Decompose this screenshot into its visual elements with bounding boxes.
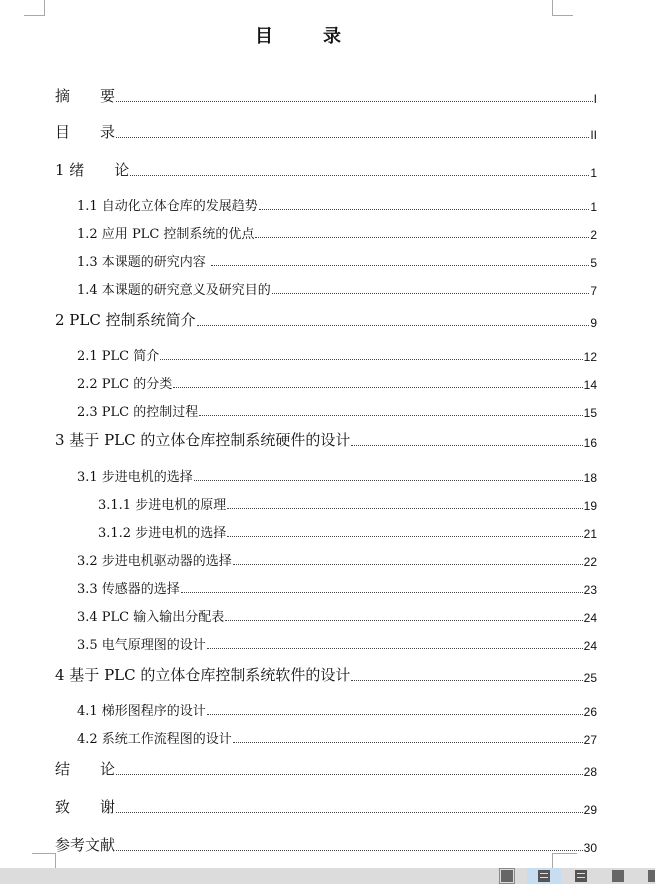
dot-leader: [272, 293, 590, 294]
toc-entry[interactable]: [0, 158, 655, 180]
dot-leader: [181, 592, 583, 593]
toc-page-number: I: [593, 92, 597, 106]
toc-entry-label: 3.1.1 步进电机的原理: [98, 498, 227, 513]
dot-leader: [116, 137, 589, 138]
toc-page-number: 21: [583, 527, 597, 541]
read-view-button[interactable]: [636, 868, 655, 884]
dot-leader: [233, 742, 583, 743]
toc-entry-label: 目 录: [55, 123, 116, 141]
margin-corner-mark: [552, 853, 577, 869]
toc-entry[interactable]: [0, 631, 655, 653]
toc-page-number: 15: [583, 406, 597, 420]
page-view-icon: [538, 870, 550, 882]
fullscreen-view-button[interactable]: [490, 868, 524, 884]
toc-entry[interactable]: [0, 697, 655, 719]
toc-entry-label: 3.1.2 步进电机的选择: [98, 526, 227, 541]
toc-page-number: 19: [583, 499, 597, 513]
toc-entry-label: 2 PLC 控制系统简介: [55, 311, 196, 329]
toc-entry[interactable]: [0, 757, 655, 779]
toc-entry[interactable]: [0, 725, 655, 747]
toc-entry-label: 3.3 传感器的选择: [77, 582, 180, 597]
toc-entry-label: 结 论: [55, 760, 116, 778]
status-bar: [0, 868, 655, 884]
toc-page-number: 1: [590, 200, 597, 214]
toc-entry-label: 1 绪 论: [55, 161, 130, 179]
dot-leader: [227, 536, 582, 537]
dot-leader: [173, 387, 582, 388]
toc-page-number: 25: [583, 671, 597, 685]
toc-title: 目 录: [255, 26, 357, 47]
toc-entry-label: 3.1 步进电机的选择: [77, 470, 193, 485]
toc-entry[interactable]: [0, 192, 655, 214]
dot-leader: [227, 508, 582, 509]
toc-entry-label: 3 基于 PLC 的立体仓库控制系统硬件的设计: [55, 431, 351, 449]
toc-entry[interactable]: [0, 547, 655, 569]
toc-entry-label: 3.5 电气原理图的设计: [77, 638, 206, 653]
toc-entry-label: 2.2 PLC 的分类: [77, 377, 173, 392]
toc-entry[interactable]: [0, 120, 655, 142]
toc-entry[interactable]: [0, 795, 655, 817]
toc-page-number: 9: [590, 316, 597, 330]
dot-leader: [351, 680, 582, 681]
toc-entry-label: 4 基于 PLC 的立体仓库控制系统软件的设计: [55, 666, 351, 684]
dot-leader: [259, 209, 590, 210]
toc-entry-label: 3.4 PLC 输入输出分配表: [77, 610, 225, 625]
toc-page-number: 16: [583, 436, 597, 450]
toc-entry-label: 1.1 自动化立体仓库的发展趋势: [77, 199, 258, 214]
toc-page-number: 24: [583, 639, 597, 653]
outline-view-icon: [575, 870, 587, 882]
toc-entry-label: 2.1 PLC 简介: [77, 349, 160, 364]
toc-entry[interactable]: [0, 575, 655, 597]
toc-entry[interactable]: [0, 276, 655, 298]
toc-entry-label: 4.2 系统工作流程图的设计: [77, 732, 232, 747]
toc-entry[interactable]: [0, 342, 655, 364]
dot-leader: [233, 564, 583, 565]
dot-leader: [207, 648, 583, 649]
toc-page-number: 14: [583, 378, 597, 392]
toc-entry[interactable]: [0, 428, 655, 450]
toc-entry-label: 3.2 步进电机驱动器的选择: [77, 554, 232, 569]
toc-entry-label: 1.3 本课题的研究内容: [77, 255, 210, 270]
toc-page-number: 29: [583, 803, 597, 817]
web-view-button[interactable]: [601, 868, 635, 884]
margin-corner-mark: [552, 0, 573, 16]
page-view-button[interactable]: [527, 868, 561, 884]
toc-page-number: 22: [583, 555, 597, 569]
toc-entry-label: 2.3 PLC 的控制过程: [77, 405, 199, 420]
toc-entry[interactable]: [0, 463, 655, 485]
dot-leader: [130, 175, 589, 176]
toc-page-number: 27: [583, 733, 597, 747]
toc-page-number: 24: [583, 611, 597, 625]
read-view-icon: [648, 870, 655, 882]
web-view-icon: [612, 870, 624, 882]
toc-entry[interactable]: [0, 308, 655, 330]
dot-leader: [160, 359, 582, 360]
dot-leader: [211, 265, 589, 266]
toc-entry-label: 参考文献: [55, 836, 116, 854]
fullscreen-icon: [501, 870, 513, 882]
toc-entry[interactable]: [0, 370, 655, 392]
dot-leader: [194, 480, 583, 481]
toc-entry-label: 致 谢: [55, 798, 116, 816]
dot-leader: [116, 101, 593, 102]
dot-leader: [207, 714, 583, 715]
margin-corner-mark: [24, 0, 45, 16]
toc-page-number: 28: [583, 765, 597, 779]
toc-entry[interactable]: [0, 84, 655, 106]
toc-page-number: 7: [590, 284, 597, 298]
toc-entry[interactable]: [0, 398, 655, 420]
dot-leader: [351, 445, 582, 446]
toc-page-number: II: [590, 128, 597, 142]
toc-page-number: 23: [583, 583, 597, 597]
toc-entry-label: 4.1 梯形图程序的设计: [77, 704, 206, 719]
toc-page-number: 26: [583, 705, 597, 719]
dot-leader: [197, 325, 590, 326]
dot-leader: [116, 850, 583, 851]
toc-entry[interactable]: [0, 603, 655, 625]
toc-entry[interactable]: [0, 491, 655, 513]
toc-entry[interactable]: [0, 833, 655, 855]
toc-entry[interactable]: [0, 248, 655, 270]
toc-page-number: 2: [590, 228, 597, 242]
toc-entry-label: 1.2 应用 PLC 控制系统的优点: [77, 227, 255, 242]
toc-entry[interactable]: [0, 220, 655, 242]
outline-view-button[interactable]: [564, 868, 598, 884]
toc-page-number: 30: [583, 841, 597, 855]
dot-leader: [225, 620, 582, 621]
toc-entry-label: 摘 要: [55, 87, 116, 105]
toc-page-number: 5: [590, 256, 597, 270]
toc-page-number: 1: [590, 166, 597, 180]
toc-page-number: 18: [583, 471, 597, 485]
toc-entry[interactable]: [0, 519, 655, 541]
margin-corner-mark: [32, 853, 56, 869]
dot-leader: [116, 812, 583, 813]
dot-leader: [255, 237, 589, 238]
toc-page-number: 12: [583, 350, 597, 364]
dot-leader: [116, 774, 583, 775]
toc-entry[interactable]: [0, 663, 655, 685]
toc-entry-label: 1.4 本课题的研究意义及研究目的: [77, 283, 271, 298]
dot-leader: [199, 415, 582, 416]
